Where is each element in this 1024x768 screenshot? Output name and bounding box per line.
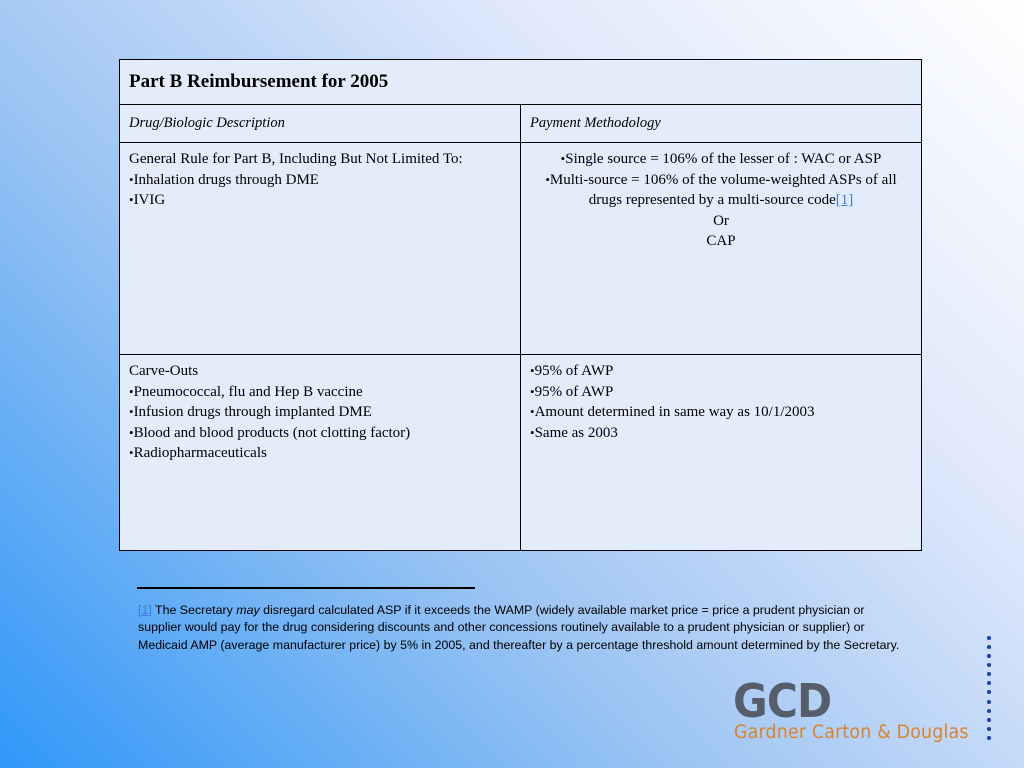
dot — [987, 663, 991, 667]
list-item: •95% of AWP — [530, 363, 614, 379]
dot — [987, 654, 991, 658]
or-text: Or — [713, 212, 729, 229]
list-item: •Radiopharmaceuticals — [129, 445, 267, 461]
list-item: •Infusion drugs through implanted DME — [129, 404, 372, 420]
bullet-icon: • — [129, 383, 134, 399]
dot — [987, 645, 991, 649]
dot — [987, 718, 991, 722]
table-title: Part B Reimbursement for 2005 — [120, 60, 922, 105]
column-header-payment: Payment Methodology — [521, 105, 922, 143]
reimbursement-table — [119, 59, 922, 551]
footnote-reference-link[interactable]: [1] — [835, 192, 854, 208]
footnote-text-end: disregard calculated ASP if it exceeds the WAMP (widely available market price = price a prudent physician or supplier would pay for the drug considering discounts and other concessions routinely available to a prudent physician or supplier) or Medicaid AMP (average manufacturer price) by 5% in 2005, and thereafter by a percentage threshold amount determined by the Secretary. — [138, 603, 900, 652]
list-item: •Same as 2003 — [530, 424, 618, 441]
bullet-icon: • — [530, 363, 535, 378]
dot — [987, 736, 991, 740]
dot — [987, 709, 991, 713]
bullet-icon: • — [545, 171, 550, 187]
carve-outs-heading: Carve-Outs — [129, 363, 199, 379]
list-item: •Single source = 106% of the lesser of : WAC or ASP — [560, 151, 882, 167]
table-row — [120, 143, 922, 355]
bullet-icon: • — [129, 424, 134, 440]
bullet-icon: • — [530, 424, 535, 440]
list-item: •Inhalation drugs through DME — [129, 171, 319, 188]
bullet-icon: • — [129, 404, 134, 419]
list-item: •Amount determined in same way as 10/1/2003 — [530, 404, 815, 420]
table-row — [120, 355, 922, 551]
footnote-reference-link[interactable]: [1] — [138, 603, 152, 617]
general-rule-heading: General Rule for Part B, Including But Not Limited To: — [129, 151, 463, 167]
carve-outs-payment-cell — [521, 355, 922, 551]
list-item: •95% of AWP — [530, 383, 614, 400]
reimbursement-table-container — [119, 59, 922, 551]
column-header-description: Drug/Biologic Description — [120, 105, 521, 143]
bullet-icon: • — [129, 192, 134, 207]
decorative-dots — [986, 636, 992, 740]
carve-outs-description-cell — [120, 355, 521, 551]
list-item: •Pneumococcal, flu and Hep B vaccine — [129, 383, 363, 400]
dot — [987, 672, 991, 676]
general-rule-payment-cell — [521, 143, 922, 355]
dot — [987, 700, 991, 704]
company-logo-initials: GCD — [733, 674, 832, 728]
list-item: •IVIG — [129, 192, 166, 208]
footnote — [138, 602, 908, 654]
list-item: •Multi-source = 106% of the volume-weighted ASPs of all drugs represented by a multi-source code[1] — [545, 171, 897, 208]
company-logo-name: Gardner Carton & Douglas — [734, 722, 969, 743]
dot — [987, 636, 991, 640]
bullet-icon: • — [530, 404, 535, 419]
bullet-icon: • — [530, 383, 535, 399]
bullet-icon: • — [129, 445, 134, 460]
dot — [987, 690, 991, 694]
dot — [987, 681, 991, 685]
general-rule-description-cell — [120, 143, 521, 355]
footnote-emphasis: may — [236, 603, 260, 617]
footnote-separator — [137, 587, 475, 589]
cap-text: CAP — [706, 233, 736, 249]
dot — [987, 727, 991, 731]
bullet-icon: • — [560, 151, 566, 166]
bullet-icon: • — [129, 171, 134, 187]
footnote-text-start: The Secretary — [151, 603, 237, 617]
list-item: •Blood and blood products (not clotting factor) — [129, 424, 411, 441]
